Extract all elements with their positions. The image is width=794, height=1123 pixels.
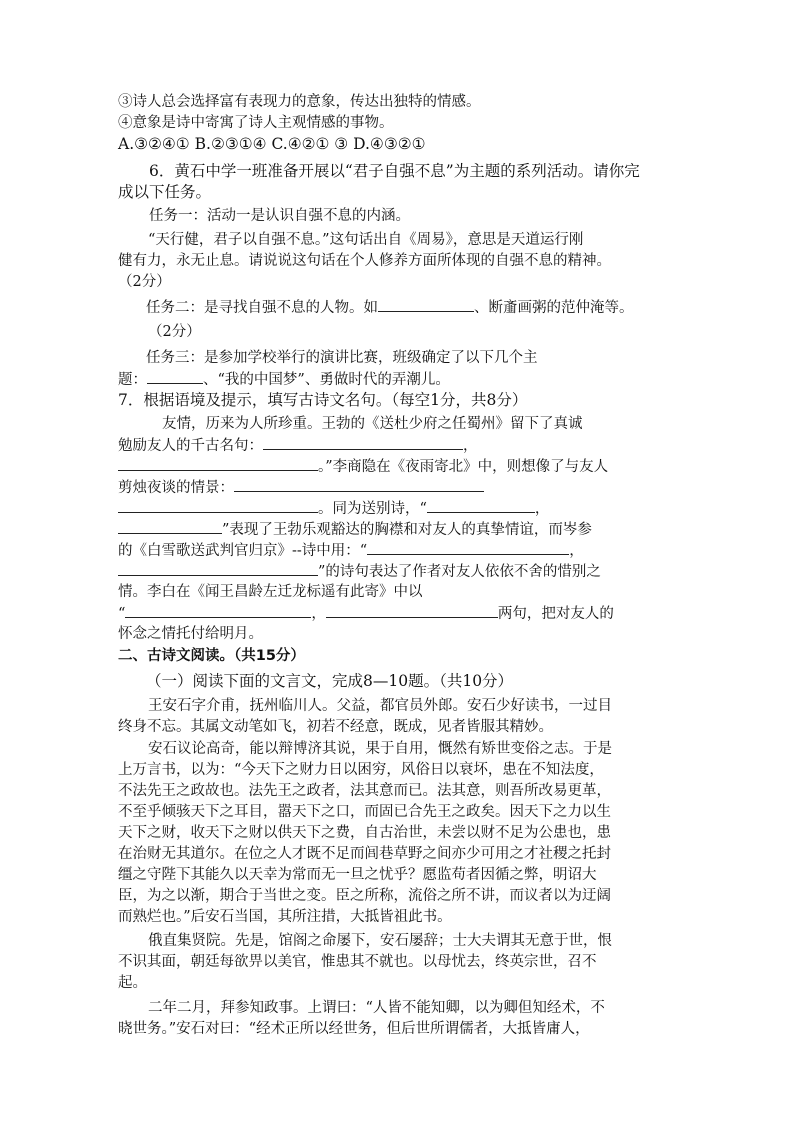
q7-text: ”的诗句表达了作者对友人依依不舍的惜别之	[318, 564, 601, 580]
answer-blank[interactable]	[234, 477, 484, 492]
classical-text-line-10: 臣，为之以渐，期合于当世之变。臣之所称，流俗之所不讲，而议者以为迂阔	[118, 888, 611, 904]
option-4-text: ④意象是诗中寄寓了诗人主观情感的事物。	[118, 115, 394, 131]
section-2-heading: 二、古诗文阅读。（共15分）	[118, 648, 305, 664]
answer-blank[interactable]	[263, 435, 463, 450]
q7-passage-line-3	[118, 456, 608, 477]
answer-blank[interactable]	[378, 297, 474, 312]
answer-blank[interactable]	[125, 603, 311, 618]
task-1-score: （2分）	[118, 274, 171, 290]
classical-text-line-7: 天下之财，收天下之财以供天下之费，自古治世，未尝以财不足为公患也，患	[118, 825, 611, 841]
answer-blank[interactable]	[118, 498, 318, 513]
classical-text-line-14: 起。	[118, 975, 147, 991]
q7-text: 勉励友人的千古名句：	[118, 438, 263, 454]
answer-blank[interactable]	[118, 519, 222, 534]
classical-text-line-11: 而熟烂也。”后安石当国，其所注措，大抵皆祖此书。	[118, 909, 452, 925]
q7-passage-line-4	[118, 477, 484, 498]
q7-text: 两句，把对友人的	[497, 606, 614, 622]
task-2-score: （2分）	[148, 324, 201, 340]
reading-1-heading: （一）阅读下面的文言文，完成8—10题。（共10分）	[146, 672, 514, 690]
q7-text: ，	[569, 543, 584, 559]
q7-text: ，	[311, 606, 326, 622]
answer-blank[interactable]	[427, 498, 535, 513]
classical-text-line-16: 晓世务。”安石对曰：“经术正所以经世务，但后世所谓儒者，大抵皆庸人，	[118, 1021, 590, 1037]
q7-passage-line-11: 怀念之情托付给明月。	[118, 626, 263, 642]
q7-text: ，	[463, 438, 478, 454]
question-7-stem: 7．根据语境及提示，填写古诗文名句。（每空1分，共8分）	[118, 391, 528, 409]
q7-passage-line-6	[118, 519, 592, 540]
classical-text-line-3: 安石议论高奇，能以辩博济其说，果于自用，慨然有矫世变俗之志。于是	[148, 741, 612, 757]
question-6-stem: 6．黄石中学一班准备开展以“君子自强不息”为主题的系列活动。请你完	[149, 162, 640, 180]
task-2-prefix: 任务二：是寻找自强不息的人物。如	[146, 300, 378, 316]
option-3-text: ③诗人总会选择富有表现力的意象，传达出独特的情感。	[118, 94, 481, 110]
question-6-stem-cont: 成以下任务。	[118, 183, 212, 201]
task-1-heading: 任务一：活动一是认识自强不息的内涵。	[149, 208, 410, 224]
q7-text: 的《白雪歌送武判官归京》--诗中用：“	[118, 543, 368, 559]
classical-text-line-2: 终身不忘。其属文动笔如飞，初若不经意，既成，见者皆服其精妙。	[118, 719, 553, 735]
q7-passage-line-9: 情。李白在《闻王昌龄左迁龙标遥有此寄》中以	[118, 584, 423, 600]
task-3-topics	[118, 369, 450, 390]
answer-blank[interactable]	[118, 561, 318, 576]
classical-text-line-9: 缰之守陛下其能久以天幸为常而无一旦之忧乎？愿监苟者因循之弊，明诏大	[118, 867, 597, 883]
classical-text-line-15: 二年二月，拜参知政事。上谓曰：“人皆不能知卿，以为卿但知经术，不	[148, 1000, 605, 1016]
q7-text: ”表现了王勃乐观豁达的胸襟和对友人的真挚情谊，而岑参	[222, 522, 592, 538]
q7-text: 。”李商隐在《夜雨寄北》中，则想像了与友人	[318, 459, 609, 475]
q7-passage-line-10	[118, 603, 614, 624]
classical-text-line-13: 不识其面，朝廷每欲畀以美官，惟患其不就也。以母忧去，终英宗世，召不	[118, 954, 597, 970]
answer-blank[interactable]	[147, 369, 203, 384]
q7-passage-line-1: 友情，历来为人所珍重。王勃的《送杜少府之任蜀州》留下了真诚	[162, 416, 583, 432]
task-2-text	[146, 297, 634, 318]
task-3-suffix: 、“我的中国梦”、勇做时代的弄潮儿。	[203, 372, 450, 388]
task-3-text: 任务三：是参加学校举行的演讲比赛，班级确定了以下几个主	[146, 350, 538, 366]
classical-text-line-12: 俄直集贤院。先是，馆阁之命屡下，安石屡辞；士大夫谓其无意于世，恨	[148, 933, 612, 949]
q7-passage-line-2	[118, 435, 478, 456]
classical-text-line-8: 在治财无其道尔。在位之人才既不足而闾巷草野之间亦少可用之才社稷之托封	[118, 846, 611, 862]
q7-passage-line-8	[118, 561, 601, 582]
classical-text-line-6: 不至乎倾骇天下之耳目，嚣天下之口，而固已合先王之政矣。因天下之力以生	[118, 804, 611, 820]
q7-text: 。同为送别诗，“	[318, 501, 427, 517]
answer-choices: A.③②④① B.②③①④ C.④②① ③ D.④③②①	[118, 135, 426, 153]
task-3-prefix: 题：	[118, 372, 147, 388]
answer-blank[interactable]	[118, 456, 318, 471]
q7-text: ，	[534, 501, 550, 517]
classical-text-line-5: 不法先王之政故也。法先王之政者，法其意而已。法其意，则吾所改易更革，	[118, 783, 611, 799]
task-1-text-cont: 健有力，永无止息。请说说这句话在个人修养方面所体现的自强不息的精神。	[118, 253, 611, 269]
answer-blank[interactable]	[367, 540, 569, 555]
q7-passage-line-7	[118, 540, 584, 561]
classical-text-line-4: 上万言书，以为：“今天下之财力日以困穷，风俗日以衰坏，患在不知法度，	[118, 762, 604, 778]
q7-text: 剪烛夜谈的情景：	[118, 480, 234, 496]
task-1-text: “天行健，君子以自强不息。”这句话出自《周易》，意思是天道运行刚	[148, 232, 584, 248]
task-2-suffix: 、断齑画粥的范仲淹等。	[474, 300, 634, 316]
q7-passage-line-5	[118, 498, 549, 519]
q7-text: “	[118, 606, 126, 622]
answer-blank[interactable]	[326, 603, 498, 618]
classical-text-line-1: 王安石字介甫，抚州临川人。父益，都官员外郎。安石少好读书，一过目	[148, 698, 612, 714]
